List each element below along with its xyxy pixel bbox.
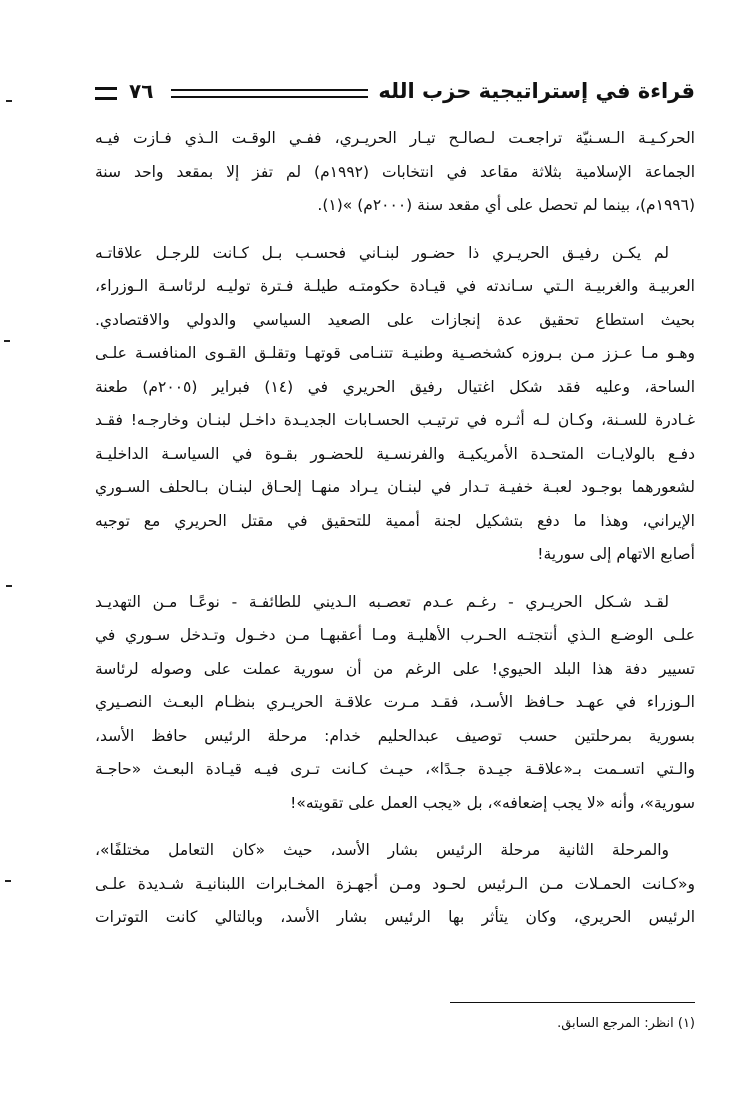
text-line: الإيراني، وهذا ما دفع بتشكيل لجنة أممية للتحقيق في مقتل الحريري مع توجيه bbox=[95, 511, 695, 530]
footnote: (١) انظر: المرجع السابق. bbox=[557, 1016, 695, 1031]
text-line: غـادرة للسـنة، وكـان لـه أثـره في ترتيـب الحسـابات الجديـدة داخـل لبنـان وخارجـه! فقـد bbox=[95, 411, 695, 429]
book-title: قراءة في إستراتيجية حزب الله bbox=[378, 79, 695, 103]
scan-mark bbox=[4, 340, 10, 342]
text-line: سورية»، وأنه «لا يجب إضعافه»، بل «يجب العمل على تقويته»! bbox=[290, 793, 695, 812]
paragraph-3 bbox=[95, 586, 695, 821]
text-line: أصابع الاتهام إلى سورية! bbox=[537, 545, 695, 563]
text-line: العربيـة والغربيـة الـتي سـاندته في قيـادة حكومتـه طيلـة فـترة توليـه لرئاسـة الـوزراء، bbox=[95, 277, 695, 295]
footnote-separator bbox=[450, 1002, 695, 1003]
text-line: الساحة، وعليه فقد شكل اغتيال رفيق الحريري في (١٤) فبراير (٢٠٠٥م) طعنة bbox=[95, 377, 695, 396]
scan-mark bbox=[6, 100, 12, 102]
running-header bbox=[95, 76, 695, 106]
scan-mark bbox=[5, 880, 11, 882]
text-line: الرئيس الحريري، وكان يتأثر بها الرئيس بشار الأسد، وبالتالي كانت التوترات bbox=[95, 908, 695, 926]
page-number: ٧٦ bbox=[129, 79, 154, 103]
text-line: لم يكـن رفيـق الحريـري ذا حضـور لبنـاني فحسـب بـل كـانت للرجـل علاقاتـه bbox=[95, 243, 669, 262]
header-rule bbox=[171, 89, 368, 98]
text-line: الحركـيـة الـسـنيّة تراجعـت لـصالـح تيـار الحريـري، ففـي الوقـت الـذي فـازت فيـه bbox=[95, 129, 695, 147]
scan-mark bbox=[6, 585, 12, 587]
body-text bbox=[95, 122, 695, 949]
text-line: الـوزراء في عهـد حـافظ الأسـد، فقـد مـرت علاقـة الحريـري بنظـام البعـث النصـيري bbox=[95, 693, 695, 711]
text-line: (١٩٩٦م)، بينما لم تحصل على أي مقعد سنة (٢٠٠٠م) »(١). bbox=[317, 196, 695, 214]
paragraph-2 bbox=[95, 237, 695, 572]
text-line: تسيير دفة هذا البلد الحيوي! على الرغم من أن سورية عملت على وصوله لرئاسة bbox=[95, 659, 695, 678]
text-line: و«كـانت الحمـلات مـن الـرئيس لحـود ومـن أجهـزة المخـابرات اللبنانيـة شـديدة علـى bbox=[95, 874, 695, 893]
text-line: علـى الوضـع الـذي أنتجتـه الحـرب الأهليـة ومـا أعقبهـا مـن دخـول وتـدخل سـوري في bbox=[95, 626, 695, 644]
text-line: لشعورهما بوجـود لعبـة خفيـة تـدار في لبنـان يـراد منهـا إلحـاق لبنـان بـالحلف السـوري bbox=[95, 478, 695, 496]
text-line: بحيث استطاع تحقيق عدة إنجازات على الصعيد السياسي والدولي والاقتصادي. bbox=[95, 310, 695, 329]
text-line: والـتي اتسـمت بـ«علاقـة جيـدة جـدًا»، حيـث كـانت تـرى فيـه قيـادة البعـث «حاجـة bbox=[95, 760, 695, 778]
text-line: والمرحلة الثانية مرحلة الرئيس بشار الأسد، حيث «كان التعامل مختلفًا»، bbox=[95, 841, 669, 859]
text-line: لقـد شـكل الحريـري - رغـم عـدم تعصـبه الـديني للطائفـة - نوعًـا مـن التهديـد bbox=[95, 592, 669, 611]
text-line: بسورية بمرحلتين حسب توصيف عبدالحليم خدام: مرحلة الرئيس حافظ الأسد، bbox=[95, 726, 695, 745]
text-line: الجماعة الإسلامية بثلاثة مقاعد في انتخابات (١٩٩٢م) لم تفز إلا بمقعد واحد سنة bbox=[95, 162, 695, 181]
paragraph-4 bbox=[95, 834, 695, 935]
text-line: وهـو مـا عـزز مـن بـروزه كشخصـية وطنيـة تتنـامى قوتهـا وتقلـق القـوى المنافسـة علـى bbox=[95, 344, 695, 362]
text-line: دفـع بالولايـات المتحـدة الأمريكيـة والفرنسـية للحضـور بقـوة في السياسـة الداخليـة bbox=[95, 444, 695, 463]
header-ornament bbox=[95, 87, 117, 100]
paragraph-1 bbox=[95, 122, 695, 223]
